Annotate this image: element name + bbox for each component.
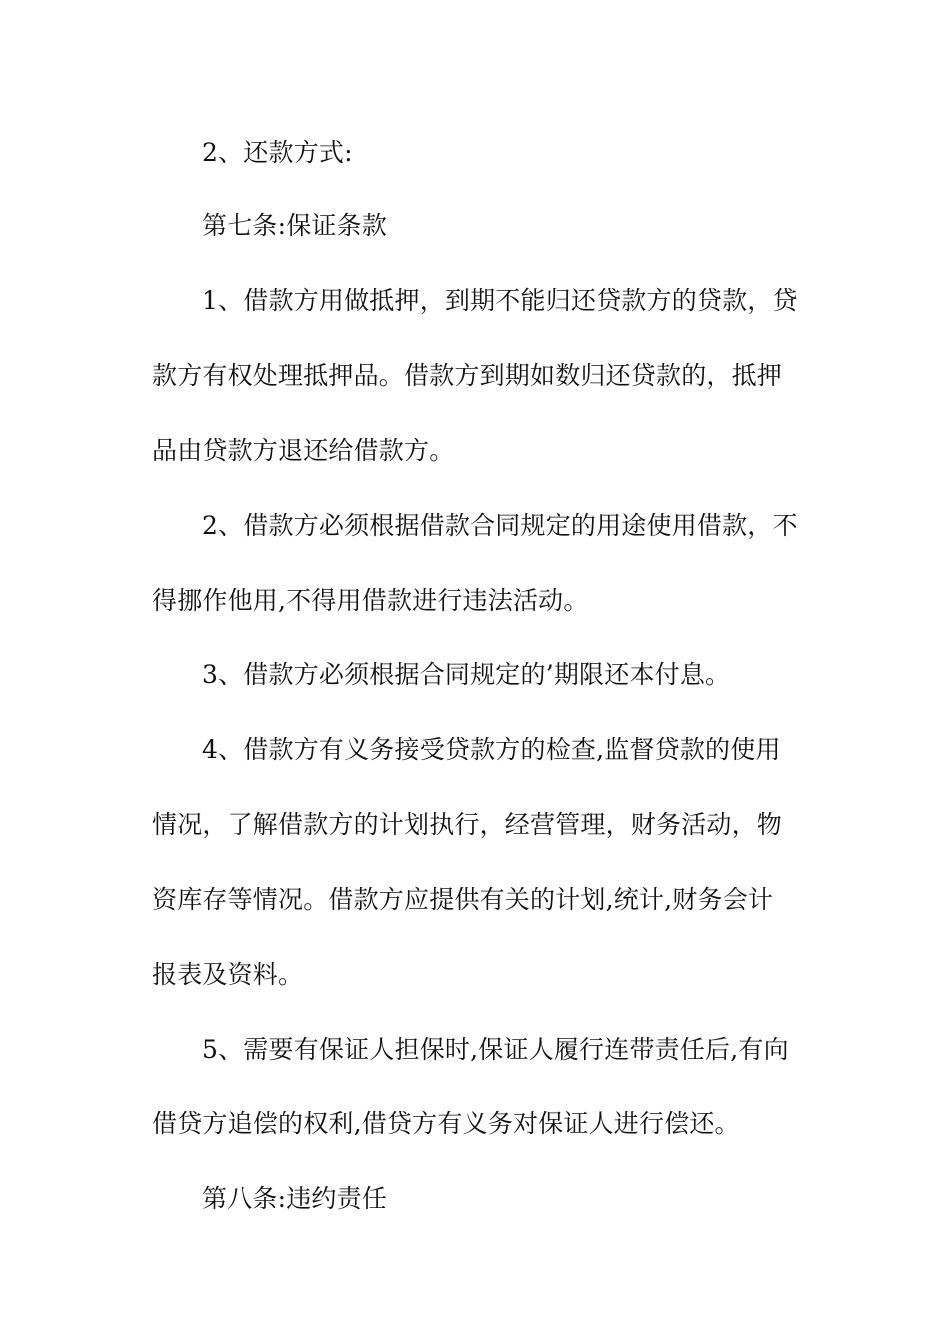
clause-4-line-4: 报表及资料。 xyxy=(152,960,304,989)
clause-3-line-1: 3、借款方必须根据合同规定的’期限还本付息。 xyxy=(202,660,731,689)
clause-2-line-1: 2、借款方必须根据借款合同规定的用途使用借款，不 xyxy=(202,511,798,540)
clause-2-line-2: 得挪作他用,不得用借款进行违法活动。 xyxy=(152,586,589,615)
clause-4-line-1: 4、借款方有义务接受贷款方的检查,监督贷款的使用 xyxy=(202,735,781,764)
clause-1-line-1: 1、借款方用做抵押，到期不能归还贷款方的贷款，贷 xyxy=(202,286,798,315)
article-eight-heading: 第八条:违约责任 xyxy=(202,1184,388,1213)
repayment-method-line: 2、还款方式: xyxy=(202,138,353,167)
clause-4-line-3: 资库存等情况。借款方应提供有关的计划,统计,财务会计 xyxy=(152,885,774,914)
clause-1-line-3: 品由贷款方退还给借款方。 xyxy=(152,436,455,465)
article-seven-heading: 第七条:保证条款 xyxy=(202,211,388,240)
clause-1-line-2: 款方有权处理抵押品。借款方到期如数归还贷款的，抵押 xyxy=(152,361,783,390)
clause-4-line-2: 情况，了解借款方的计划执行，经营管理，财务活动，物 xyxy=(152,810,783,839)
clause-5-line-2: 借贷方追偿的权利,借贷方有义务对保证人进行偿还。 xyxy=(152,1109,740,1138)
clause-5-line-1: 5、需要有保证人担保时,保证人履行连带责任后,有向 xyxy=(202,1035,789,1064)
